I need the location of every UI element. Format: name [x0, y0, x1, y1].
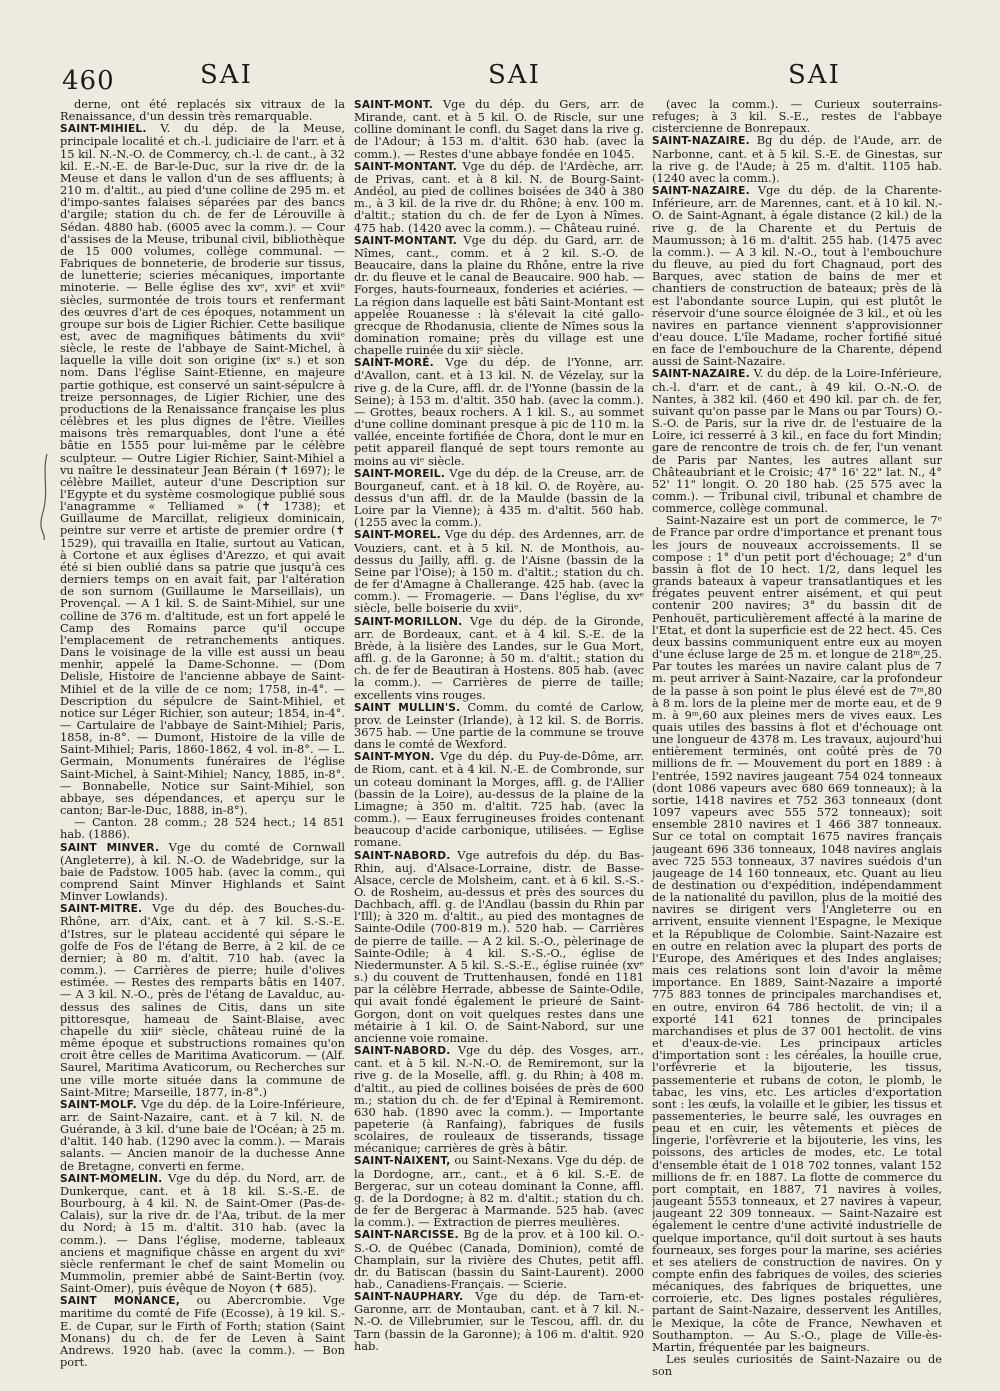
entry-text: Vge du dép. du Gard, arr. de Nîmes, cant., comm. et à 2 kil. S.-O. de Beaucaire, dans la plaine du Rhône, entre la rive dr. du fleuve et le canal de Beaucaire. 900 hab. — Forges, hauts-fourneaux, fonderies et aciéries. — La région dans laquelle est bâti Saint-Montant est appelée Rouanesse : là s'élevait la cité gallo-grecque de Rhodanusia, cliente de Nîmes sous la domination romaine; près du village est une chapelle ruinée du xiiᵉ siècle.	[354, 232, 644, 358]
entry-headword: SAINT-NAZAIRE.	[652, 368, 750, 381]
dictionary-entry	[60, 1098, 345, 1172]
entry-paragraph	[652, 514, 942, 1353]
entry-headword: SAINT MINVER.	[60, 841, 160, 854]
entry-text: Bg de la prov. et à 100 kil. O.-S.-O. de Québec (Canada, Dominion), comté de Champlain, sur la rivière des Chutes, petit affl. dr. du Batiscan (bassin du Saint-Laurent). 2000 hab., Canadiens-Français. — Scierie.	[354, 1227, 644, 1291]
entry-headword: SAINT-NARCISSE.	[354, 1229, 459, 1242]
entry-headword: SAINT-NAIXENT,	[354, 1155, 451, 1168]
running-head-right: SAI	[788, 60, 841, 90]
entry-headword: SAINT MULLIN'S.	[354, 701, 461, 714]
entry-text: V. du dép. de la Loire-Inférieure, ch.-l. d'arr. et de cant., à 49 kil. O.-N.-O. de Nantes, à 382 kil. (460 et 490 kil. par ch. de fer, suivant qu'on passe par le Mans ou par Tours) O.-S.-O. de Paris, sur la rive dr. de l'estuaire de la Loire, ici resserré à 3 kil., en face du fort Mindin; gare de rencontre de trois ch. de fer, l'un venant de Paris par Nantes, les autres allant sur Châteaubriant et le Croisic; 47° 16' 22" lat. N., 4° 52' 11" longit. O. 20 180 hab. (25 575 avec la comm.). — Tribunal civil, tribunal et chambre de commerce, collège communal.	[652, 366, 942, 516]
dictionary-entry	[652, 134, 942, 184]
entry-text: derne, ont été replacés six vitraux de la Renaissance, d'un dessin très remarquable.	[60, 98, 345, 124]
dictionary-entry	[60, 122, 345, 816]
entry-text: Vge du dép. de la Creuse, arr. de Bourganeuf, cant. et à 18 kil. O. de Royère, au-dessus d'un affl. dr. de la Maulde (bassin de la Loire par la Vienne); à 435 m. d'altit. 560 hab. (1255 avec la comm.).	[354, 465, 644, 530]
entry-headword: SAINT-MONTANT.	[354, 160, 458, 173]
dictionary-entry	[354, 528, 644, 614]
entry-headword: SAINT MONANCE,	[60, 1295, 180, 1308]
dictionary-entry	[60, 841, 345, 903]
dictionary-entry	[354, 356, 644, 466]
entry-headword: SAINT-MONTANT.	[354, 234, 458, 247]
dictionary-entry	[354, 849, 644, 1045]
entry-text: Vge du dép. du Gers, arr. de Mirande, cant. et à 5 kil. O. de Riscle, sur une colline dominant le confl. du Saget dans la rive g. de l'Adour; à 153 m. d'altit. 630 hab. (avec la comm.). — Restes d'une abbaye fondée en 1045.	[354, 98, 644, 161]
entry-text: — Canton. 28 comm.; 28 524 hect.; 14 851 hab. (1886).	[60, 815, 345, 842]
dictionary-entry	[60, 1294, 345, 1368]
entry-paragraph	[652, 1353, 942, 1377]
dictionary-entry	[652, 184, 942, 367]
entry-text: Vge du dép. du Nord, arr. de Dunkerque, cant. et à 18 kil. S.-S.-E. de Bourbourg, à 4 kil. N. de Saint-Omer (Pas-de-Calais), sur la rive dr. de l'Aa, tribut. de la mer du Nord; à 15 m. d'altit. 310 hab. (avec la comm.). — Dans l'église, moderne, tableaux anciens et magnifique châsse en argent du xviᵉ siècle renfermant le chef de saint Momelin ou Mummolin, premier abbé de Saint-Bertin (voy. Saint-Omer), puis évêque de Noyon (✝ 685).	[60, 1170, 345, 1296]
dictionary-entry	[354, 1154, 644, 1228]
entry-text: Vge du dép. des Vosges, arr., cant. et à 5 kil. N.-N.-O. de Remiremont, sur la rive g. de la Moselle, affl. g. du Rhin; à 408 m. d'altit., au pied de collines boisées de près de 600 m.; station du ch. de fer d'Epinal à Remiremont. 630 hab. (1890 avec la comm.). — Importante papeterie (à Ranfaing), fabriques de fusils scolaires, de rouleaux de tisserands, tissage mécanique; carrières de grès à bâtir.	[354, 1043, 644, 1156]
entry-paragraph	[652, 98, 942, 134]
dictionary-entry	[60, 1172, 345, 1295]
entry-text: Les seules curiosités de Saint-Nazaire ou de son	[652, 1352, 942, 1379]
entry-text: Vge du dép. de Tarn-et-Garonne, arr. de Montauban, cant. et à 7 kil. N.-N.-O. de Villebrumier, sur le Tescou, affl. dr. du Tarn (bassin de la Garonne); à 106 m. d'altit. 920 hab.	[354, 1289, 644, 1353]
entry-text: Vge du dép. des Ardennes, arr. de Vouziers, cant. et à 5 kil. N. de Monthois, au-dessus du Jailly, affl. g. de l'Aisne (bassin de la Seine par l'Oise); à 150 m. d'altit.; station du ch. de fer d'Amagne à Challerange. 425 hab. (avec la comm.). — Fromagerie. — Dans l'église, du xvᵉ siècle, belle boiserie du xviiᵉ.	[354, 527, 644, 616]
column-2	[354, 98, 644, 1380]
entry-text: ou Abercrombie. Vge maritime du comté de Fife (Ecosse), à 19 kil. S.-E. de Cupar, sur le Firth of Forth; station (Saint Monans) du ch. de fer de Leven à Saint Andrews. 1920 hab. (avec la comm.). — Bon port.	[60, 1293, 345, 1370]
entry-headword: SAINT-MORILLON.	[354, 615, 463, 628]
entry-headword: SAINT-NAZAIRE.	[652, 135, 750, 148]
entry-headword: SAINT-MOMELIN.	[60, 1172, 163, 1185]
dictionary-entry	[354, 750, 644, 848]
entry-paragraph	[60, 98, 345, 122]
entry-headword: SAINT-MORÉ.	[354, 357, 434, 370]
entry-text: Vge du comté de Cornwall (Angleterre), à kil. N.-O. de Wadebridge, sur la baie de Padstow. 1005 hab. (avec la comm., qui comprend Saint Minver Highlands et Saint Minver Lowlands).	[60, 839, 345, 904]
column-3	[652, 98, 942, 1380]
entry-headword: SAINT-NABORD.	[354, 849, 451, 862]
dictionary-entry	[354, 1290, 644, 1352]
entry-text: Vge du dép. de la Gironde, arr. de Bordeaux, cant. et à 4 kil. S.-E. de la Brède, à la lisière des Landes, sur le Gua Mort, affl. g. de la Garonne; à 50 m. d'altit.; station du ch. de fer de Beautiran à Hostens. 805 hab. (avec la comm.). — Carrières de pierre de taille; excellents vins rouges.	[354, 613, 644, 702]
entry-text: Vge du dép. de l'Ardèche, arr. de Privas, cant. et à 8 kil. N. de Bourg-Saint-Andéol, au pied de collines boisées de 340 à 380 m., à 3 kil. de la rive dr. du Rhône; à env. 100 m. d'altit.; station du ch. de fer de Lyon à Nîmes. 475 hab. (1420 avec la comm.). — Château ruiné.	[354, 158, 644, 235]
entry-headword: SAINT-MYON.	[354, 751, 435, 764]
dictionary-entry	[354, 1228, 644, 1290]
entry-text: Vge du dép. des Bouches-du-Rhône, arr. d'Aix, cant. et à 7 kil. S.-S.-E. d'Istres, sur le plateau accidenté qui sépare le golfe de Fos de l'étang de Berre, à 2 kil. de ce dernier; à 80 m. d'altit. 710 hab. (avec la comm.). — Carrières de pierre; huile d'olives estimée. — Restes des remparts bâtis en 1407. — A 3 kil. N.-O., près de l'étang de Lavalduc, au-dessus des salines de Citis, dans un site pittoresque, hameau de Saint-Blaise, avec chapelle du xiiiᵉ siècle, château ruiné de la même époque et substructions romaines qu'on croit être celles de Maritima Avaticorum. — (Alf. Saurel, Maritima Avaticorum, ou Recherches sur une ville morte située dans la commune de Saint-Mitre; Marseille, 1877, in-8°.)	[60, 901, 345, 1099]
entry-text: (avec la comm.). — Curieux souterrains-refuges; à 3 kil. S.-E., restes de l'abbaye cistercienne de Bonrepaux.	[652, 98, 942, 136]
entry-paragraph	[60, 816, 345, 840]
dictionary-entry	[354, 467, 644, 529]
entry-text: V. du dép. de la Meuse, principale localité et ch.-l. judiciaire de l'arr. et à 15 kil. N.-N.-O. de Commercy, ch.-l. de cant., à 32 kil. E.-N.-E. de Bar-le-Duc, sur la rive dr. de la Meuse et dans le vallon d'un de ses affluents; à 210 m. d'altit., au pied d'une colline de 295 m. et d'impo-santes falaises séparées par des bancs d'argile; station du ch. de fer de Lérouville à Sédan. 4880 hab. (6005 avec la comm.). — Cour d'assises de la Meuse, tribunal civil, bibliothèque de 15 000 volumes, collège communal. — Fabriques de bonneterie, de broderie sur tissus, de lunetterie; scieries mécaniques, importante minoterie. — Belle église des xvᵉ, xviᵉ et xviiᵉ siècles, surmontée de trois tours et renfermant des œuvres d'art de ces époques, notamment un groupe sur bois de Ligier Richier. Cette basilique est, avec de magnifiques bâtiments du xviiᵉ siècle, le reste de l'abbaye de Saint-Michel, à laquelle la ville doit son origine (ixᵉ s.) et son nom. Dans l'église Saint-Etienne, en majeure partie gothique, est conservé un saint-sépulcre à treize personnages, de Ligier Richier, une des productions de la Renaissance française les plus célèbres et les plus dignes de l'être. Vieilles maisons très remarquables, dont l'une a été bâtie en 1555 pour lui-même par le célèbre sculpteur. — Outre Ligier Richier, Saint-Mihiel a vu naître le dessinateur Jean Bérain (✝ 1697); le célèbre Maillet, auteur d'une Description sur l'Egypte et du système cosmologique publié sous l'anagramme « Telliamed » (✝ 1738); et Guillaume de Marcillat, religieux dominicain, peintre sur verre et artiste de premier ordre (✝ 1529), qui travailla en Italie, surtout au Vatican, à Cortone et aux églises d'Arezzo, et qui avait été si bien oublié dans sa patrie que jusqu'à ces derniers temps on en avait fait, par l'altération de son surnom (Guillaume le Marseillais), un Provençal. — A 1 kil. S. de Saint-Mihiel, sur une colline de 376 m. d'altitude, est un fort appelé le Camp des Romains parce qu'il occupe l'emplacement de retranchements antiques. Dans le voisinage de la ville est aussi un beau menhir, appelé la Dame-Schonne. — (Dom Delisle, Histoire de l'ancienne abbaye de Saint-Mihiel et de la ville de ce nom; 1758, in-4°. — Description du sépulcre de Saint-Mihiel, et notice sur Léger Richier, son auteur; 1854, in-4°. — Cartulaire de l'abbaye de Saint-Mihiel; Paris, 1858, in-8°. — Dumont, Histoire de la ville de Saint-Mihiel; Paris, 1860-1862, 4 vol. in-8°. — L. Germain, Monuments funéraires de l'église Saint-Michel, à Saint-Mihiel; Nancy, 1885, in-8°. — Bonnabelle, Notice sur Saint-Mihiel, son abbaye, ses dépendances, et aperçu sur le canton; Bar-le-Duc, 1888, in-8°).	[60, 121, 345, 818]
column-1	[60, 98, 345, 1380]
dictionary-entry	[354, 234, 644, 357]
entry-headword: SAINT-MIHIEL.	[60, 123, 147, 136]
entry-headword: SAINT-MOREL.	[354, 529, 441, 542]
dictionary-entry	[354, 701, 644, 751]
entry-text: Vge autrefois du dép. du Bas-Rhin, auj. d'Alsace-Lorraine, distr. de Basse-Alsace, cercle de Molsheim, cant. et à 6 kil. S.-S.-O. de Rosheim, au-dessus et près des sources du Dachbach, affl. g. de l'Andlau (bassin du Rhin par l'Ill); à 320 m. d'altit., au pied des montagnes de Sainte-Odile (700-819 m.). 520 hab. — Carrières de pierre de taille. — A 2 kil. S.-O., pèlerinage de Sainte-Odile; à 4 kil. S.-S.-O., église de Niedermunster. A 5 kil. S.-S.-E., église ruinée (xvᵉ s.) du couvent de Truttenhausen, fondé en 1181 par la célèbre Herrade, abbesse de Sainte-Odile, qui avait fondé également le prieuré de Saint-Gorgon, dont on voit quelques restes dans une métairie à 1 kil. O. de Saint-Nabord, sur une ancienne voie romaine.	[354, 847, 644, 1045]
entry-headword: SAINT-MOLF.	[60, 1098, 137, 1111]
running-head-left: SAI	[200, 60, 253, 90]
entry-text: Comm. du comté de Carlow, prov. de Leinster (Irlande), à 12 kil. S. de Borris. 3675 hab. — Une partie de la commune se trouve dans le comté de Wexford.	[354, 699, 644, 752]
entry-text: Vge du dép. de la Loire-Inférieure, arr. de Saint-Nazaire, cant. et à 7 kil. N. de Guérande, à 3 kil. d'une baie de l'Océan; à 25 m. d'altit. 140 hab. (1290 avec la comm.). — Marais salants. — Ancien manoir de la duchesse Anne de Bretagne, converti en ferme.	[60, 1096, 345, 1173]
entry-headword: SAINT-NAZAIRE.	[652, 185, 750, 198]
entry-headword: SAINT-MITRE.	[60, 903, 143, 916]
running-head-center: SAI	[488, 60, 541, 90]
page-number: 460	[62, 66, 115, 96]
dictionary-entry	[354, 160, 644, 234]
entry-text: Vge du dép. de l'Yonne, arr. d'Avallon, cant. et à 13 kil. N. de Vézelay, sur la rive g. de la Cure, affl. dr. de l'Yonne (bassin de la Seine); à 153 m. d'altit. 350 hab. (avec la comm.). — Grottes, beaux rochers. A 1 kil. S., au sommet d'une colline dominant presque à pic de 110 m. la vallée, enceinte fortifiée de Chora, dont le mur en petit appareil flanqué de sept tours remonte au moins au viᵉ siècle.	[354, 355, 644, 468]
entry-headword: SAINT-NABORD.	[354, 1045, 451, 1058]
pencil-margin-mark	[38, 452, 52, 542]
entry-headword: SAINT-MONT.	[354, 99, 433, 111]
dictionary-entry	[354, 615, 644, 701]
entry-text: Vge du dép. du Puy-de-Dôme, arr. de Riom, cant. et à 4 kil. N.-E. de Combronde, sur un coteau dominant la Morges, affl. g. de l'Allier (bassin de la Loire), au-dessus de la plaine de la Limagne; à 350 m. d'altit. 725 hab. (avec la comm.). — Eaux ferrugineuses froides contenant beaucoup d'acide carbonique, utilisées. — Eglise romane.	[354, 749, 644, 850]
dictionary-entry	[354, 98, 644, 160]
dictionary-entry	[652, 367, 942, 514]
dictionary-entry	[354, 1044, 644, 1154]
entry-text: ou Saint-Nexans. Vge du dép. de la Dordogne, arr., cant., et à 6 kil. S.-E. de Bergerac, sur un coteau dominant la Conne, affl. g. de la Dordogne; à 82 m. d'altit.; station du ch. de fer de Bergerac à Marmande. 525 hab. (avec la comm.). — Extraction de pierres meulières.	[354, 1153, 644, 1230]
entry-text: Bg du dép. de l'Aude, arr. de Narbonne, cant. et à 5 kil. S.-E. de Ginestas, sur la rive g. de l'Aude; à 25 m. d'altit. 1105 hab. (1240 avec la comm.).	[652, 133, 942, 185]
dictionary-entry	[60, 902, 345, 1098]
entry-text: Saint-Nazaire est un port de commerce, le 7ᵉ de France par ordre d'importance et prenant tous les jours de nouveaux accroissements. Il se compose : 1° d'un petit port d'échouage; 2° d'un bassin à flot de 10 hect. 1/2, dans lequel les grands bateaux à vapeur transatlantiques et les frégates peuvent entrer aisément, et qui peut contenir 200 navires; 3° du bassin dit de Penhouët, particulièrement affecté à la marine de l'Etat, et dont la superficie est de 22 hect. 45. Ces deux bassins communiquent entre eux au moyen d'une écluse large de 25 m. et longue de 218ᵐ,25. Par toutes les marées un navire calant plus de 7 m. peut arriver à Saint-Nazaire, car la profondeur de la passe à son point le plus élevé est de 7ᵐ,80 à 8 m. lors de la pleine mer de morte eau, et de 9 m. à 9ᵐ,60 aux pleines mers de vives eaux. Les quais utiles des bassins à flot et d'échouage ont une longueur de 4378 m. Les travaux, aujourd'hui entièrement terminés, ont coûté près de 70 millions de fr. — Mouvement du port en 1889 : à l'entrée, 1592 navires jaugeant 754 024 tonneaux (dont 1086 vapeurs avec 680 669 tonneaux); à la sortie, 1418 navires et 752 363 tonneaux (dont 1097 vapeurs avec 555 572 tonneaux); soit ensemble 2810 navires et 1 466 387 tonneaux. Sur ce total on comptait 1675 navires français jaugeant 696 336 tonneaux, 1048 navires anglais avec 725 553 tonneaux, 37 navires suédois d'un jaugeage de 14 160 tonneaux, etc. Quant au lieu de destination ou d'expédition, indépendamment de la nationalité du pavillon, plus de la moitié des navires se dirigent vers l'Angleterre ou en arrivent, ensuite viennent l'Espagne, le Mexique et la République de Colombie. Saint-Nazaire est en outre en relation avec la plupart des ports de l'Europe, des Amériques et des Indes anglaises; mais ces relations sont loin d'avoir la même importance. En 1889, Saint-Nazaire a importé 775 883 tonnes de principales marchandises et, en outre, environ 64 786 hectolit. de vin; il a exporté 141 621 tonnes de principales marchandises et plus de 37 001 hectolit. de vins et d'eaux-de-vie. Les principaux articles d'importation sont : les céréales, la houille crue, l'orfèvrerie et la bijouterie, les tissus, passementerie et rubans de coton, le plomb, le tabac, les vins, etc. Les articles d'exportation sont : les œufs, la volaille et le gibier, les tissus et passementeries, le beurre salé, les ouvrages en peau et en cuir, les vêtements et pièces de lingerie, l'orfèvrerie et la bijouterie, les vins, les poissons, des articles de modes, etc. Le total d'ensemble était de 1 018 702 tonnes, valant 152 millions de fr. en 1887. La flotte de commerce du port comptait, en 1887, 71 navires à voiles, jaugeant 5553 tonneaux, et 27 navires à vapeur, jaugeant 22 309 tonneaux. — Saint-Nazaire est également le centre d'une activité industrielle de quelque importance, qu'il doit surtout à ses hauts fourneaux, ses forges pour la marine, ses aciéries et ses ateliers de construction de navires. On y compte enfin des fabriques de voiles, des scieries mécaniques, des fabriques de briquettes, une corroierie, etc. Des lignes postales régulières, partant de Saint-Nazaire, desservent les Antilles, le Mexique, la côte de France, Newhaven et Southampton. — Au S.-O., plage de Ville-ès-Martin, fréquentée par les baigneurs.	[652, 513, 942, 1354]
entry-headword: SAINT-NAUPHARY.	[354, 1291, 464, 1304]
entry-headword: SAINT-MOREIL.	[354, 467, 445, 480]
entry-text: Vge du dép. de la Charente-Inférieure, arr. de Marennes, cant. et à 10 kil. N.-O. de Saint-Agnant, à égale distance (2 kil.) de la rive g. de la Charente et du Pertuis de Maumusson; à 16 m. d'altit. 255 hab. (1475 avec la comm.). — A 3 kil. N.-O., tout à l'embouchure du fleuve, au pied du fort Chagnaud, port des Barques, avec station de bains de mer et chantiers de construction de bateaux; près de là est l'abondante source Lupin, qui est plutôt le réservoir d'une source éloignée de 3 kil., et où les navires en partance viennent s'approvisionner d'eau douce. L'île Madame, rocher fortifié situé en face de l'embouchure de la Charente, dépend aussi de Saint-Nazaire.	[652, 183, 942, 369]
